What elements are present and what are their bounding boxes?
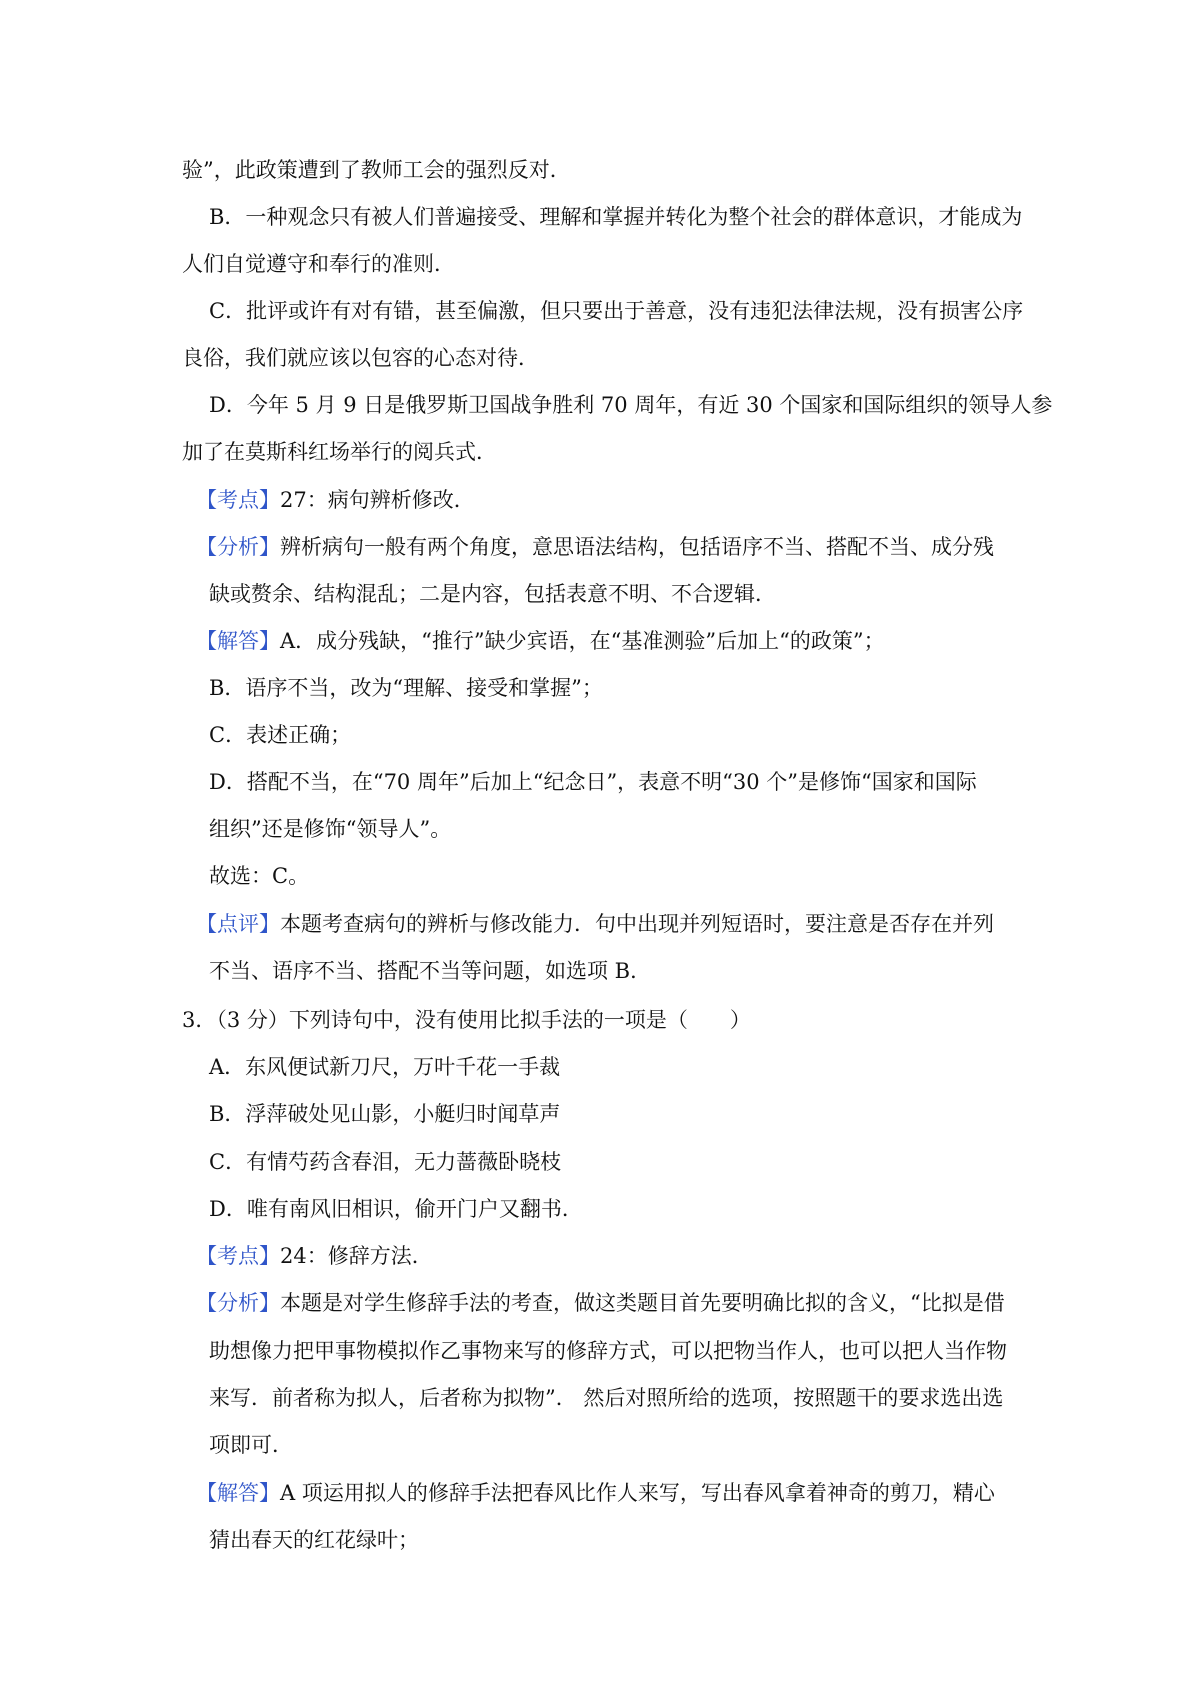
jieda-line: 【解答】A 项运用拟人的修辞手法把春风比作人来写，写出春风拿着神奇的剪刀，精心: [196, 1481, 995, 1505]
text-line: 来写．前者称为拟人，后者称为拟物”． 然后对照所给的选项，按照题干的要求选出选: [209, 1386, 1004, 1410]
text-line: 良俗，我们就应该以包容的心态对待．: [182, 346, 539, 370]
text-line: 猜出春天的红花绿叶；: [209, 1528, 419, 1552]
text-line: 加了在莫斯科红场举行的阅兵式．: [182, 440, 497, 464]
kaodian-line: 【考点】27：病句辨析修改．: [196, 488, 475, 512]
option-b-line: B．浮萍破处见山影，小艇归时闻草声: [209, 1102, 561, 1126]
text-line: C．表述正确；: [209, 723, 352, 747]
option-c-line: C．批评或许有对有错，甚至偏激，但只要出于善意，没有违犯法律法规，没有损害公序: [209, 299, 1024, 323]
dianping-line: 【点评】本题考查病句的辨析与修改能力．句中出现并列短语时，要注意是否存在并列: [196, 912, 994, 936]
text-line: 项即可．: [209, 1433, 293, 1457]
text-line: B．语序不当，改为“理解、接受和掌握”；: [209, 676, 603, 700]
fenxi-tag: 【分析】: [196, 535, 280, 559]
option-d-line: D．唯有南风旧相识，偷开门户又翻书．: [209, 1197, 583, 1221]
text-line: 不当、语序不当、搭配不当等问题，如选项 B．: [209, 959, 652, 983]
jieda-tag: 【解答】: [196, 629, 280, 653]
option-a-line: A．东风便试新刀尺，万叶千花一手裁: [209, 1055, 561, 1079]
text-line: D．搭配不当，在“70 周年”后加上“纪念日”，表意不明“30 个”是修饰“国家和国际: [209, 770, 977, 794]
jieda-line: 【解答】A．成分残缺，“推行”缺少宾语，在“基准测验”后加上“的政策”；: [196, 629, 885, 653]
answer-choice-line: 故选：C。: [209, 864, 310, 888]
text-line: 验”，此政策遭到了教师工会的强烈反对．: [182, 158, 571, 182]
text-line: 人们自觉遵守和奉行的准则．: [182, 252, 455, 276]
dianping-tag: 【点评】: [196, 912, 280, 936]
kaodian-line: 【考点】24：修辞方法．: [196, 1244, 433, 1268]
kaodian-tag: 【考点】: [196, 488, 280, 512]
text-line: 组织”还是修饰“领导人”。: [209, 817, 452, 841]
text-line: 助想像力把甲事物模拟作乙事物来写的修辞方式，可以把物当作人，也可以把人当作物: [209, 1339, 1007, 1363]
fenxi-line: 【分析】辨析病句一般有两个角度，意思语法结构，包括语序不当、搭配不当、成分残: [196, 535, 994, 559]
option-b-line: B．一种观念只有被人们普遍接受、理解和掌握并转化为整个社会的群体意识，才能成为: [209, 205, 1023, 229]
jieda-tag: 【解答】: [196, 1481, 280, 1505]
option-c-line: C．有情芍药含春泪，无力蔷薇卧晓枝: [209, 1150, 562, 1174]
fenxi-tag: 【分析】: [196, 1291, 280, 1315]
fenxi-line: 【分析】本题是对学生修辞手法的考查，做这类题目首先要明确比拟的含义，“比拟是借: [196, 1291, 1005, 1315]
question-3-stem: 3．（3 分）下列诗句中，没有使用比拟手法的一项是（ ）: [182, 1008, 751, 1032]
kaodian-tag: 【考点】: [196, 1244, 280, 1268]
text-line: 缺或赘余、结构混乱；二是内容，包括表意不明、不合逻辑．: [209, 582, 776, 606]
option-d-line: D．今年 5 月 9 日是俄罗斯卫国战争胜利 70 周年，有近 30 个国家和国际组织的领导人参: [209, 393, 1053, 417]
